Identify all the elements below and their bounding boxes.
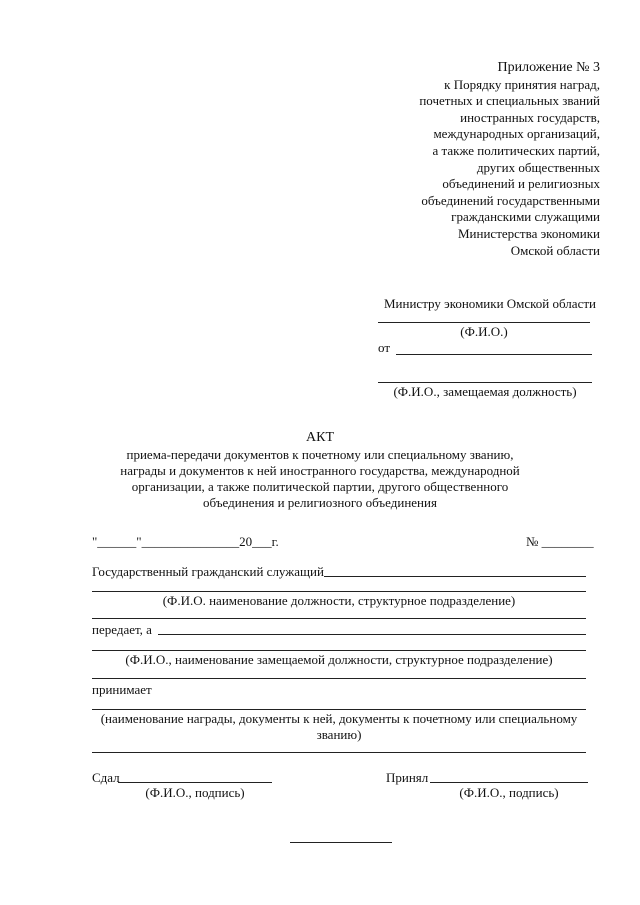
- from-position-line[interactable]: [378, 382, 592, 383]
- servant-caption: (Ф.И.О. наименование должности, структурное подразделение): [162, 593, 516, 608]
- handed-label: Сдал: [92, 770, 120, 785]
- footer-separator: [290, 842, 392, 843]
- appendix-header: [340, 60, 600, 259]
- servant-line-2[interactable]: [92, 591, 586, 592]
- servant-line[interactable]: [324, 576, 586, 577]
- from-line[interactable]: [396, 354, 592, 355]
- act-subtitle-line: награды и документов к ней иностранного государства, международной: [120, 463, 520, 478]
- addressee-to: Министру экономики Омской области: [384, 296, 596, 311]
- servant-line-3[interactable]: [92, 618, 586, 619]
- date-field[interactable]: "______"_______________20___г.: [92, 534, 279, 549]
- number-field[interactable]: № ________: [526, 534, 594, 549]
- receiver-caption: (Ф.И.О., наименование замещаемой должности, структурное подразделение): [125, 652, 553, 667]
- appendix-line: гражданскими служащими: [451, 209, 600, 225]
- act-title: АКТ: [306, 430, 334, 445]
- appendix-line: иностранных государств,: [460, 109, 600, 125]
- received-caption: (Ф.И.О., подпись): [459, 785, 559, 800]
- appendix-title: Приложение № 3: [497, 60, 600, 75]
- appendix-line: объединений государственными: [421, 192, 600, 208]
- appendix-line: Министерства экономики: [458, 225, 600, 241]
- appendix-line: а также политических партий,: [432, 142, 600, 158]
- act-subtitle-line: объединения и религиозного объединения: [203, 495, 437, 510]
- handed-caption: (Ф.И.О., подпись): [145, 785, 245, 800]
- items-caption-line: (наименование награды, документы к ней, документы к почетному или специальному: [100, 711, 578, 726]
- from-fio-position-caption: (Ф.И.О., замещаемая должность): [393, 384, 577, 399]
- items-line[interactable]: [92, 709, 586, 710]
- from-label: от: [378, 340, 391, 355]
- addressee-fio-caption: (Ф.И.О.): [460, 324, 508, 339]
- appendix-line: к Порядку принятия наград,: [444, 76, 600, 92]
- items-caption-line: званию): [316, 727, 362, 742]
- appendix-line: международных организаций,: [433, 126, 600, 142]
- servant-label: Государственный гражданский служащий: [92, 564, 324, 579]
- receiver-line-3[interactable]: [92, 678, 586, 679]
- act-subtitle-line: организации, а также политической партии, другого общественного: [131, 479, 509, 494]
- appendix-line: Омской области: [510, 242, 600, 258]
- appendix-line: почетных и специальных званий: [419, 93, 600, 109]
- receiver-line-2[interactable]: [92, 650, 586, 651]
- accepts-label: принимает: [92, 682, 152, 697]
- appendix-line: объединений и религиозных: [442, 176, 600, 192]
- act-subtitle-line: приема-передачи документов к почетному или специальному званию,: [126, 447, 514, 462]
- received-line[interactable]: [430, 782, 588, 783]
- received-label: Принял: [386, 770, 429, 785]
- transfers-label: передает, а: [92, 622, 152, 637]
- items-caption: [92, 711, 586, 743]
- act-subtitle: [0, 447, 640, 511]
- handed-line[interactable]: [118, 782, 272, 783]
- receiver-line[interactable]: [158, 634, 586, 635]
- appendix-line: других общественных: [476, 159, 600, 175]
- addressee-fio-line[interactable]: [378, 322, 590, 323]
- items-line-2[interactable]: [92, 752, 586, 753]
